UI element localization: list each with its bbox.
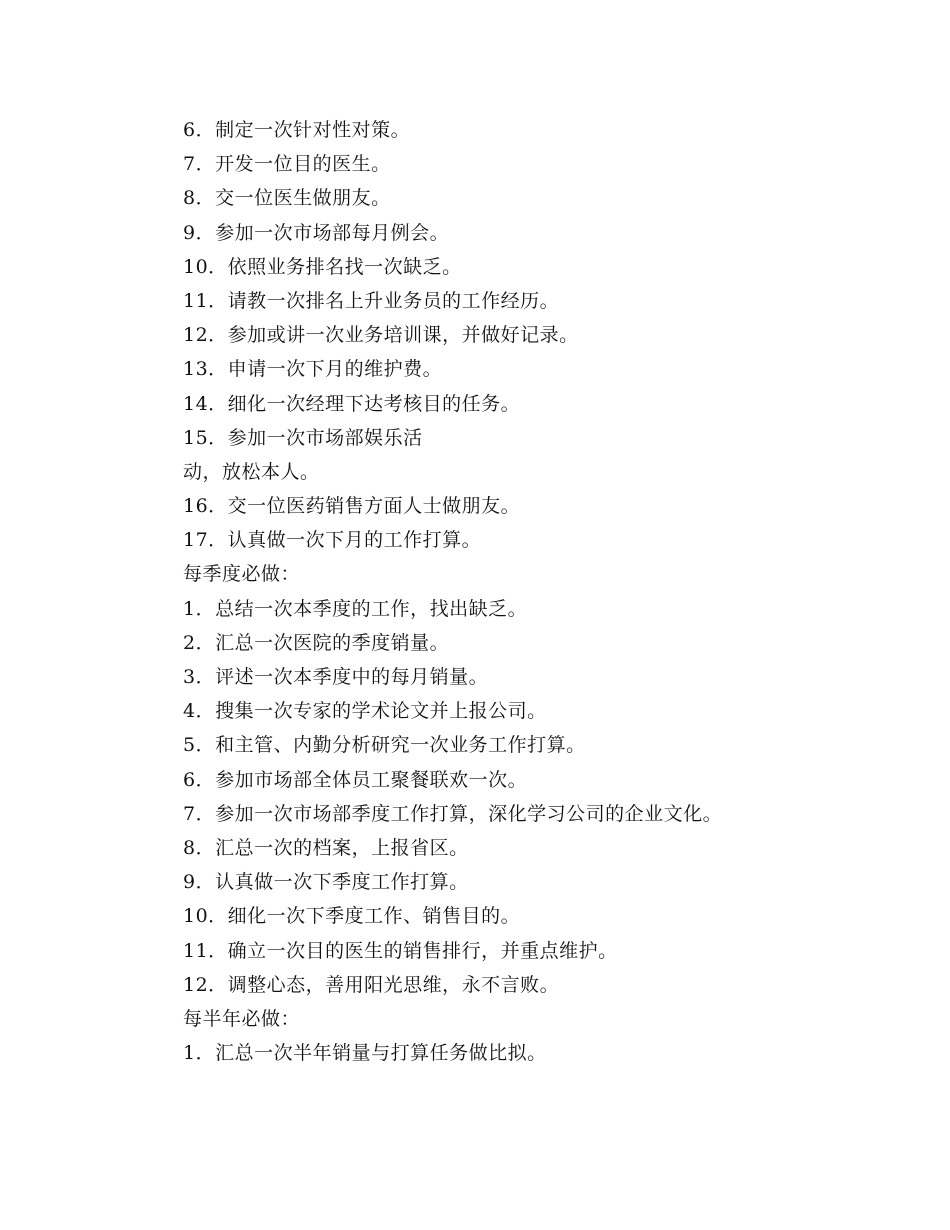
text-line: 11．请教一次排名上升业务员的工作经历。	[183, 289, 560, 312]
text-line: 13．申请一次下月的维护费。	[183, 358, 443, 381]
text-line: 3．评述一次本季度中的每月销量。	[183, 666, 489, 688]
text-line: 11．确立一次目的医生的销售排行，并重点维护。	[183, 939, 618, 962]
text-line: 6．参加市场部全体员工聚餐联欢一次。	[183, 768, 528, 791]
text-line: 7．参加一次市场部季度工作打算，深化学习公司的企业文化。	[183, 802, 723, 825]
text-line: 9．认真做一次下季度工作打算。	[183, 871, 469, 894]
text-line: 1．汇总一次半年销量与打算任务做比拟。	[183, 1042, 547, 1065]
section-heading-quarterly: 每季度必做：	[183, 563, 301, 586]
text-line: 8．交一位医生做朋友。	[183, 187, 391, 210]
text-line: 17．认真做一次下月的工作打算。	[183, 529, 482, 552]
text-line: 4．搜集一次专家的学术论文并上报公司。	[183, 700, 547, 723]
text-line: 12．参加或讲一次业务培训课，并做好记录。	[183, 324, 579, 347]
text-line: 12．调整心态，善用阳光思维，永不言败。	[183, 973, 560, 996]
text-line: 动，放松本人。	[183, 460, 320, 483]
text-line: 5．和主管、内勤分析研究一次业务工作打算。	[183, 734, 586, 757]
text-line: 8．汇总一次的档案，上报省区。	[183, 836, 469, 859]
document-body	[183, 113, 883, 1070]
text-line: 7．开发一位目的医生。	[183, 153, 391, 176]
text-line: 1．总结一次本季度的工作，找出缺乏。	[183, 597, 528, 620]
text-line: 9．参加一次市场部每月例会。	[183, 221, 450, 244]
text-line: 10．细化一次下季度工作、销售目的。	[183, 905, 521, 928]
text-line: 16．交一位医药销售方面人士做朋友。	[183, 495, 521, 518]
text-line: 10．依照业务排名找一次缺乏。	[183, 255, 462, 278]
text-line: 14．细化一次经理下达考核目的任务。	[183, 392, 521, 415]
section-heading-half-year: 每半年必做：	[183, 1007, 301, 1030]
text-line: 2．汇总一次医院的季度销量。	[183, 631, 450, 654]
text-line: 6．制定一次针对性对策。	[183, 119, 411, 141]
text-line: 15．参加一次市场部娱乐活	[183, 426, 423, 449]
